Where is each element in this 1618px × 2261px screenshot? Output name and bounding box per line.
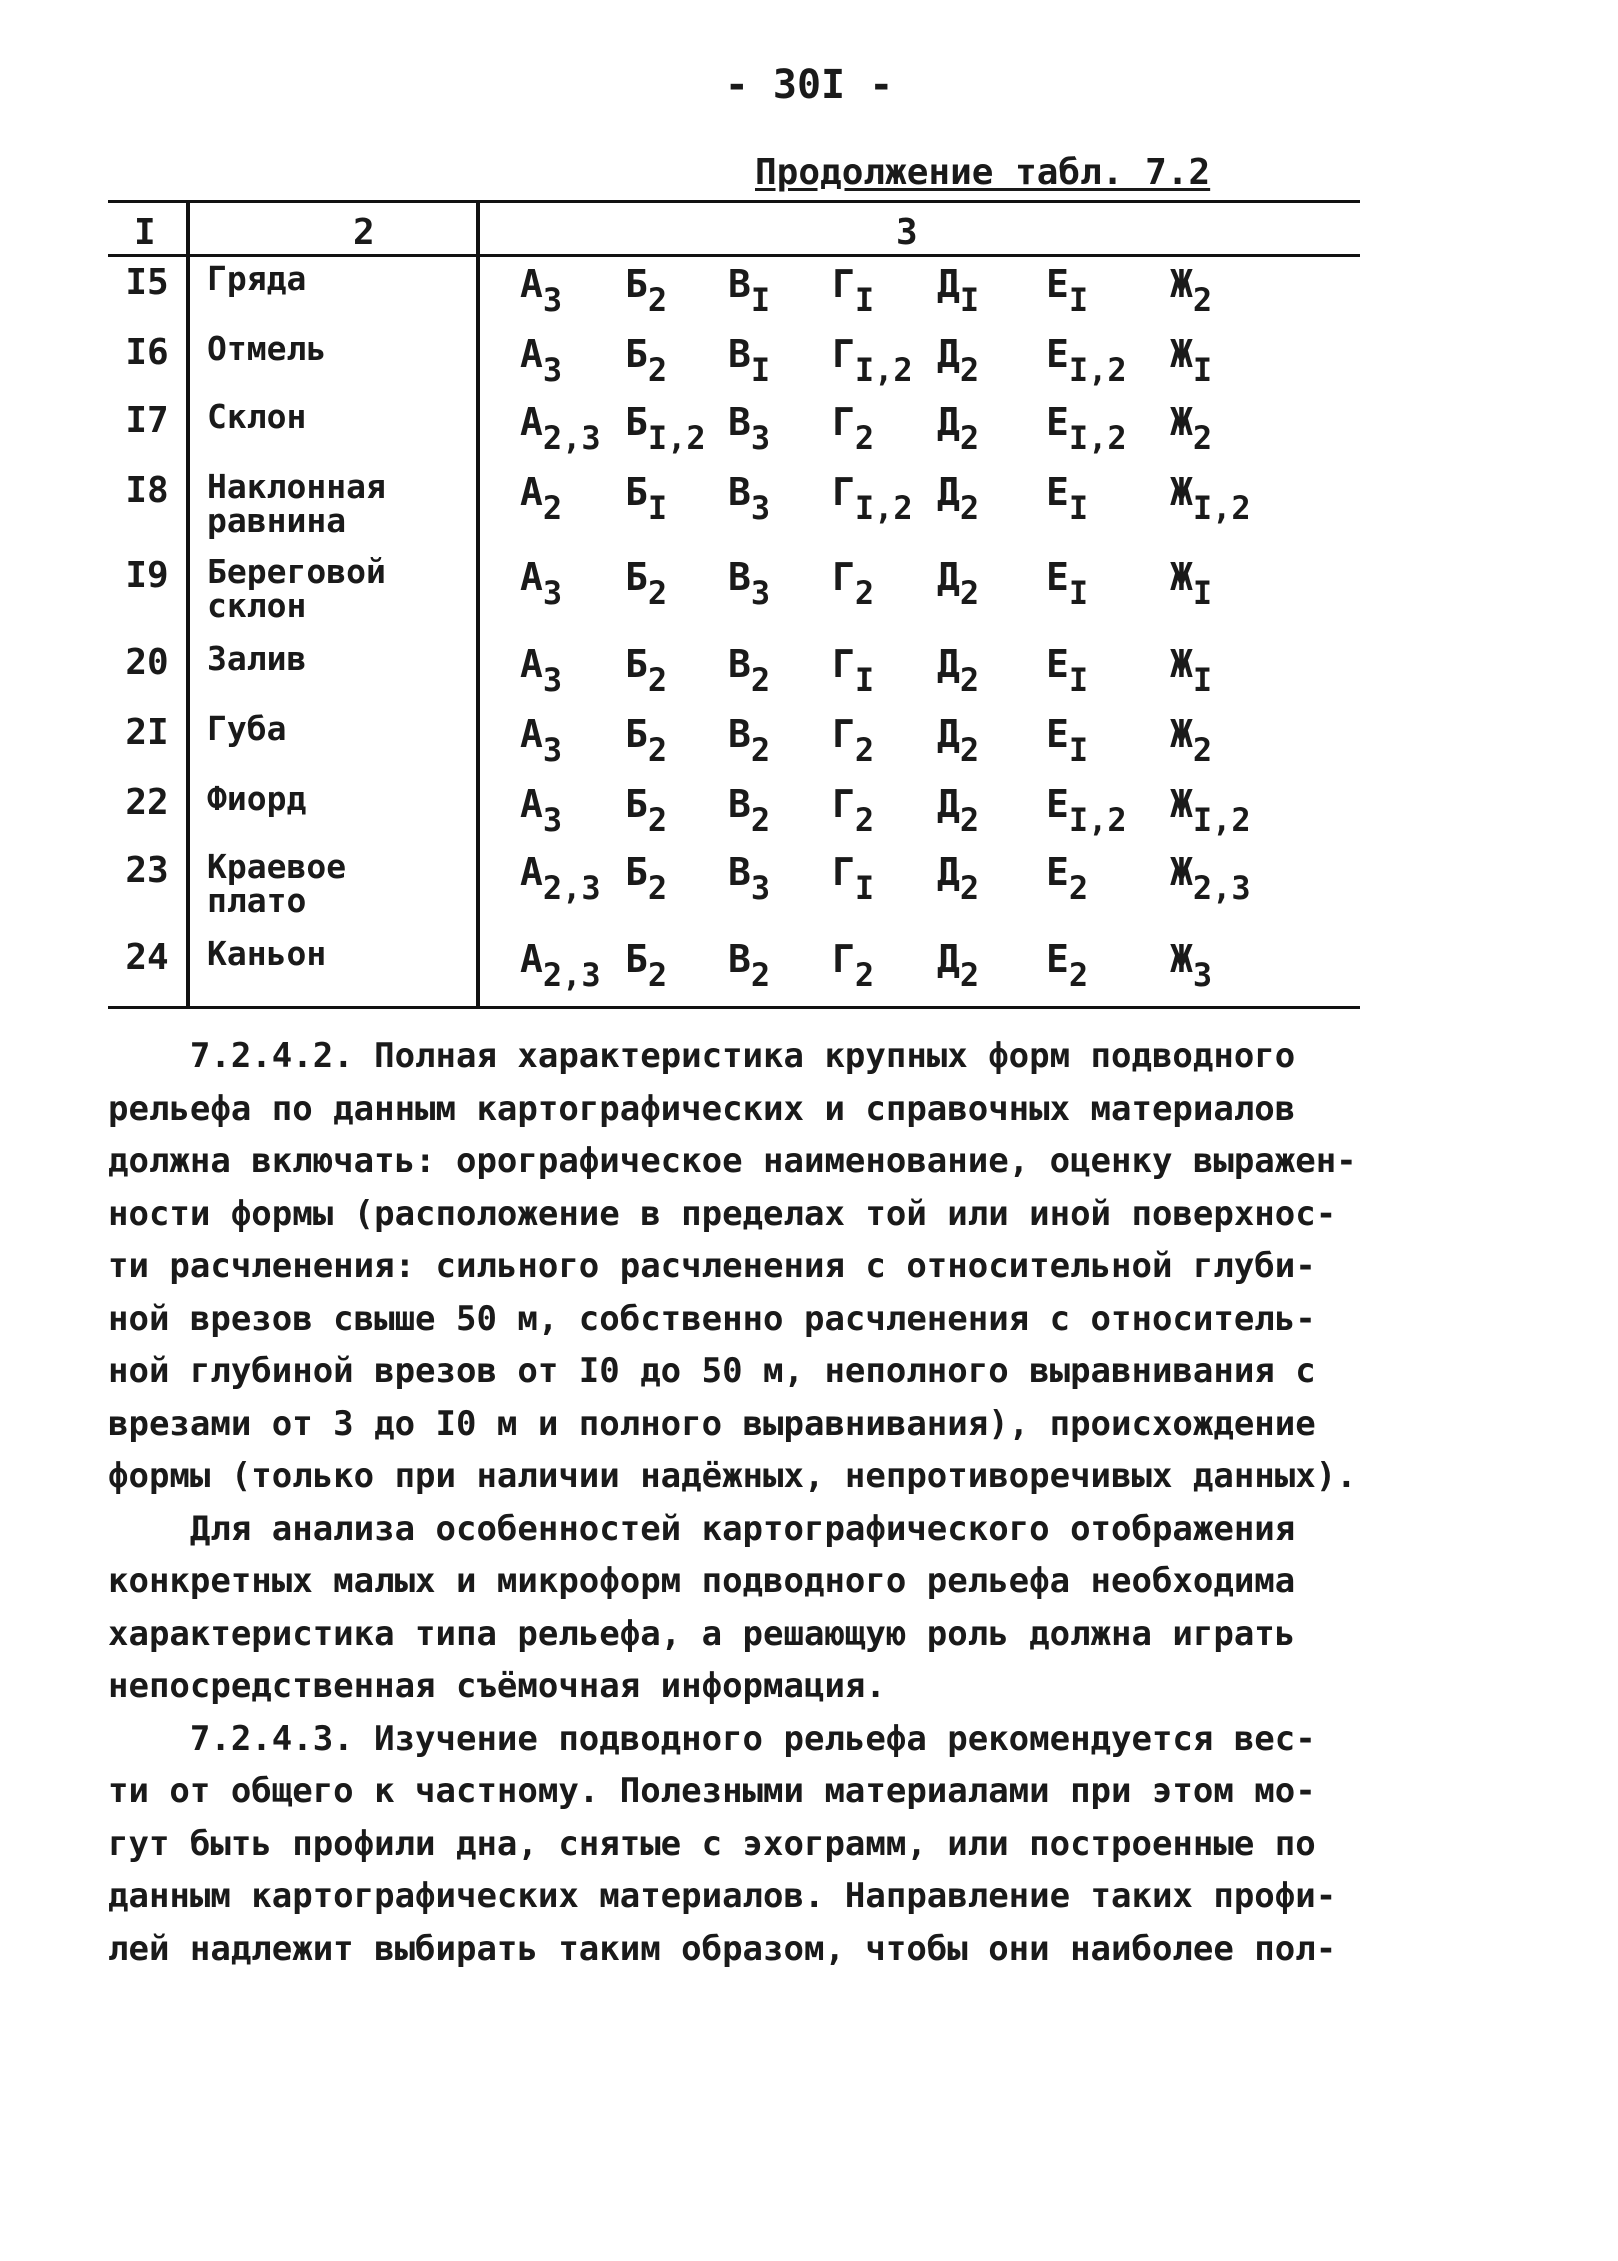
relief-form-name	[207, 934, 387, 973]
relief-form-name-line: Каньон	[207, 934, 327, 973]
index-cell	[1046, 642, 1088, 699]
index-cell	[520, 937, 601, 994]
index-subscript: 2	[854, 574, 875, 612]
index-cell	[728, 400, 770, 457]
text-line: характеристика типа рельефа, а решающую роль должна играть	[108, 1613, 1296, 1654]
index-cell	[625, 262, 667, 319]
index-cell	[1046, 470, 1088, 527]
index-letter: Б	[625, 850, 648, 894]
index-cell	[520, 782, 562, 839]
index-letter: Ж	[1170, 937, 1193, 981]
index-cell	[728, 555, 770, 612]
text-line: ти расчленения: сильного расчленения с относительной глуби-	[108, 1246, 1316, 1286]
index-subscript: 2	[959, 731, 980, 769]
index-subscript: I	[647, 489, 668, 527]
index-cell	[1170, 555, 1212, 612]
text-line: ности формы (расположение в пределах той или иной поверхнос-	[108, 1193, 1337, 1234]
index-subscript: I,2	[1068, 351, 1127, 389]
table-header-col-2: 2	[353, 212, 375, 253]
index-letter: Б	[625, 555, 648, 599]
index-letter: Г	[832, 262, 855, 306]
text-line: непосредственная съёмочная информация.	[108, 1666, 886, 1706]
index-cell	[832, 850, 874, 907]
index-cell	[520, 712, 562, 769]
index-letter: Д	[937, 642, 960, 686]
index-letter: А	[520, 937, 543, 981]
index-subscript: I	[1068, 489, 1089, 527]
relief-form-name-line: Краевое	[207, 847, 347, 886]
index-letter: В	[728, 400, 751, 444]
index-cell	[1046, 262, 1088, 319]
row-number: I7	[125, 400, 169, 441]
table-column-rule-2	[476, 200, 480, 1006]
relief-form-name-line: равнина	[207, 501, 347, 540]
index-subscript: I	[1192, 661, 1213, 699]
index-subscript: 2	[959, 489, 980, 527]
index-subscript: I,2	[1192, 801, 1251, 839]
index-cell	[520, 555, 562, 612]
index-letter: Д	[937, 262, 960, 306]
index-subscript: 3	[750, 489, 771, 527]
index-cell	[1046, 937, 1088, 994]
index-cell	[1170, 712, 1212, 769]
index-subscript: I,2	[854, 489, 913, 527]
index-letter: А	[520, 400, 543, 444]
relief-form-name	[207, 847, 387, 920]
index-subscript: I,2	[1068, 801, 1127, 839]
index-subscript: 2	[959, 419, 980, 457]
index-cell	[625, 400, 706, 457]
text-line: ти от общего к частному. Полезными материалами при этом мо-	[108, 1771, 1316, 1811]
index-letter: А	[520, 850, 543, 894]
index-subscript: I	[854, 869, 875, 907]
index-letter: Е	[1046, 332, 1069, 376]
index-letter: В	[728, 555, 751, 599]
index-cell	[1170, 262, 1212, 319]
index-subscript: 2	[647, 661, 668, 699]
index-subscript: 2	[959, 661, 980, 699]
text-line: данным картографических материалов. Направление таких профи-	[108, 1876, 1337, 1916]
row-number: 2I	[125, 712, 169, 753]
index-subscript: 2	[647, 281, 668, 319]
relief-form-name-line: Губа	[207, 709, 287, 748]
index-letter: В	[728, 850, 751, 894]
index-cell	[520, 332, 562, 389]
text-line: Для анализа особенностей картографического отображения	[108, 1508, 1296, 1549]
index-letter: Г	[832, 470, 855, 514]
index-subscript: 3	[750, 419, 771, 457]
index-letter: В	[728, 470, 751, 514]
index-cell	[937, 712, 979, 769]
index-letter: Б	[625, 400, 648, 444]
index-subscript: 2	[647, 351, 668, 389]
index-letter: Е	[1046, 642, 1069, 686]
index-letter: Г	[832, 850, 855, 894]
index-subscript: 2	[854, 956, 875, 994]
index-cell	[520, 470, 562, 527]
index-cell	[1170, 850, 1251, 907]
index-cell	[520, 850, 601, 907]
index-letter: Б	[625, 470, 648, 514]
index-letter: Б	[625, 937, 648, 981]
index-letter: Ж	[1170, 470, 1193, 514]
index-cell	[937, 642, 979, 699]
table-column-rule-1	[186, 200, 190, 1006]
index-letter: Е	[1046, 555, 1069, 599]
index-subscript: 2	[854, 419, 875, 457]
text-line: гут быть профили дна, снятые с эхограмм, или построенные по	[108, 1823, 1316, 1864]
index-cell	[728, 332, 770, 389]
index-subscript: 2	[1068, 869, 1089, 907]
index-subscript: I	[959, 281, 980, 319]
index-cell	[728, 470, 770, 527]
index-subscript: 2	[1192, 281, 1213, 319]
relief-form-name-line: Береговой	[207, 552, 386, 591]
relief-form-name-line: Отмель	[207, 329, 327, 368]
index-cell	[1046, 555, 1088, 612]
table-header-col-3: 3	[896, 212, 918, 253]
index-letter: Ж	[1170, 712, 1193, 756]
index-letter: Ж	[1170, 262, 1193, 306]
index-letter: Г	[832, 642, 855, 686]
text-line: 7.2.4.3. Изучение подводного рельефа рекомендуется вес-	[108, 1718, 1316, 1759]
index-subscript: 2	[647, 801, 668, 839]
row-number: 22	[125, 782, 169, 823]
index-letter: Г	[832, 555, 855, 599]
index-subscript: 2	[1068, 956, 1089, 994]
index-cell	[1046, 332, 1127, 389]
index-subscript: 2	[647, 731, 668, 769]
index-subscript: I,2	[1192, 489, 1251, 527]
relief-form-name	[207, 397, 387, 436]
index-letter: Е	[1046, 712, 1069, 756]
index-subscript: 3	[542, 574, 563, 612]
index-subscript: I,2	[1068, 419, 1127, 457]
paragraph	[108, 1030, 1383, 1503]
index-letter: Е	[1046, 262, 1069, 306]
index-letter: Д	[937, 555, 960, 599]
index-letter: Г	[832, 332, 855, 376]
paragraph	[108, 1713, 1383, 1976]
index-subscript: I	[854, 281, 875, 319]
index-cell	[1046, 782, 1127, 839]
index-subscript: 2	[959, 869, 980, 907]
index-cell	[1170, 642, 1212, 699]
body-text	[108, 1030, 1383, 1975]
index-letter: А	[520, 332, 543, 376]
index-letter: Д	[937, 937, 960, 981]
index-letter: Е	[1046, 850, 1069, 894]
index-subscript: 2	[750, 661, 771, 699]
index-letter: В	[728, 937, 751, 981]
index-subscript: 2	[750, 956, 771, 994]
index-subscript: 2	[959, 574, 980, 612]
index-subscript: 2	[750, 801, 771, 839]
index-cell	[625, 850, 667, 907]
index-letter: Е	[1046, 937, 1069, 981]
relief-form-name	[207, 467, 387, 540]
index-cell	[937, 850, 979, 907]
index-letter: А	[520, 712, 543, 756]
index-subscript: 2	[647, 956, 668, 994]
index-letter: В	[728, 712, 751, 756]
row-number: 23	[125, 850, 169, 891]
index-subscript: 2	[959, 801, 980, 839]
text-line: ной врезов свыше 50 м, собственно расчленения с относитель-	[108, 1298, 1316, 1339]
index-letter: Б	[625, 782, 648, 826]
index-letter: Д	[937, 712, 960, 756]
index-letter: В	[728, 782, 751, 826]
index-letter: Г	[832, 712, 855, 756]
index-letter: Д	[937, 332, 960, 376]
index-subscript: 2	[647, 574, 668, 612]
index-subscript: 2	[542, 489, 563, 527]
index-subscript: I	[854, 661, 875, 699]
index-subscript: 3	[542, 351, 563, 389]
index-subscript: I,2	[854, 351, 913, 389]
index-cell	[1170, 937, 1212, 994]
index-letter: Г	[832, 782, 855, 826]
row-number: 24	[125, 937, 169, 978]
relief-form-name-line: Склон	[207, 397, 307, 436]
index-cell	[832, 262, 874, 319]
index-cell	[625, 712, 667, 769]
table-header-rule	[108, 254, 1360, 257]
index-subscript: 2	[1192, 419, 1213, 457]
index-letter: А	[520, 262, 543, 306]
index-cell	[832, 332, 913, 389]
relief-form-name-line: Наклонная	[207, 467, 386, 506]
index-subscript: I	[1068, 731, 1089, 769]
index-subscript: 3	[750, 574, 771, 612]
index-cell	[625, 332, 667, 389]
index-letter: А	[520, 782, 543, 826]
relief-form-name-line: Залив	[207, 639, 307, 678]
index-cell	[832, 400, 874, 457]
index-letter: Д	[937, 850, 960, 894]
text-line: лей надлежит выбирать таким образом, чтобы они наиболее пол-	[108, 1928, 1337, 1969]
index-cell	[937, 332, 979, 389]
index-letter: А	[520, 555, 543, 599]
index-cell	[832, 642, 874, 699]
relief-form-name	[207, 552, 387, 625]
index-cell	[625, 937, 667, 994]
paragraph	[108, 1503, 1383, 1713]
index-cell	[832, 470, 913, 527]
relief-form-name	[207, 639, 387, 678]
relief-form-name	[207, 779, 387, 818]
text-line: конкретных малых и микроформ подводного рельефа необходима	[108, 1561, 1296, 1601]
index-subscript: I	[750, 351, 771, 389]
row-number: I5	[125, 262, 169, 303]
index-subscript: 3	[542, 731, 563, 769]
text-line: рельефа по данным картографических и справочных материалов	[108, 1088, 1296, 1129]
text-line: ной глубиной врезов от I0 до 50 м, неполного выравнивания с	[108, 1351, 1316, 1391]
index-cell	[1170, 782, 1251, 839]
index-subscript: 2,3	[542, 956, 601, 994]
table-bottom-rule	[108, 1006, 1360, 1009]
table-caption: Продолжение табл. 7.2	[755, 152, 1211, 193]
text-line: формы (только при наличии надёжных, непротиворечивых данных).	[108, 1456, 1357, 1496]
index-cell	[937, 262, 979, 319]
index-letter: В	[728, 332, 751, 376]
index-subscript: 2	[750, 731, 771, 769]
index-cell	[832, 712, 874, 769]
index-letter: Г	[832, 937, 855, 981]
index-cell	[1170, 332, 1212, 389]
index-letter: Ж	[1170, 850, 1193, 894]
index-subscript: 3	[542, 661, 563, 699]
index-subscript: 2	[647, 869, 668, 907]
table-header-col-1: I	[134, 212, 156, 253]
index-letter: Б	[625, 332, 648, 376]
index-cell	[625, 555, 667, 612]
index-letter: Д	[937, 470, 960, 514]
index-letter: Е	[1046, 782, 1069, 826]
index-cell	[728, 782, 770, 839]
index-subscript: I	[750, 281, 771, 319]
index-subscript: 3	[542, 801, 563, 839]
index-cell	[1046, 712, 1088, 769]
index-cell	[937, 400, 979, 457]
index-letter: А	[520, 642, 543, 686]
relief-form-name	[207, 329, 387, 368]
index-cell	[728, 850, 770, 907]
index-cell	[832, 937, 874, 994]
index-cell	[728, 262, 770, 319]
index-subscript: I	[1192, 351, 1213, 389]
index-cell	[625, 470, 667, 527]
index-cell	[1046, 400, 1127, 457]
index-subscript: I	[1068, 281, 1089, 319]
index-cell	[937, 782, 979, 839]
index-subscript: 2,3	[1192, 869, 1251, 907]
index-letter: Ж	[1170, 555, 1193, 599]
index-subscript: 2	[1192, 731, 1213, 769]
index-subscript: 3	[542, 281, 563, 319]
relief-form-name-line: плато	[207, 881, 307, 920]
row-number: I9	[125, 555, 169, 596]
index-cell	[937, 470, 979, 527]
index-cell	[520, 262, 562, 319]
index-subscript: 2,3	[542, 419, 601, 457]
text-line: 7.2.4.2. Полная характеристика крупных форм подводного	[108, 1036, 1296, 1076]
index-subscript: 2	[854, 801, 875, 839]
row-number: I8	[125, 470, 169, 511]
page-number: - 30I -	[724, 62, 894, 108]
index-subscript: 2	[854, 731, 875, 769]
index-cell	[937, 555, 979, 612]
index-cell	[832, 555, 874, 612]
row-number: 20	[125, 642, 169, 683]
index-letter: Б	[625, 712, 648, 756]
index-cell	[520, 642, 562, 699]
index-letter: Ж	[1170, 782, 1193, 826]
index-letter: Е	[1046, 400, 1069, 444]
relief-form-name	[207, 259, 387, 298]
index-cell	[728, 712, 770, 769]
table-top-rule	[108, 200, 1360, 203]
index-subscript: 3	[750, 869, 771, 907]
index-cell	[1170, 400, 1212, 457]
index-cell	[1170, 470, 1251, 527]
index-letter: Д	[937, 782, 960, 826]
index-letter: Б	[625, 642, 648, 686]
text-line: врезами от 3 до I0 м и полного выравнивания), происхождение	[108, 1403, 1316, 1444]
index-subscript: 2	[959, 956, 980, 994]
index-letter: Г	[832, 400, 855, 444]
index-subscript: 2	[959, 351, 980, 389]
index-cell	[937, 937, 979, 994]
index-letter: В	[728, 262, 751, 306]
relief-form-name	[207, 709, 387, 748]
text-line: должна включать: орографическое наименование, оценку выражен-	[108, 1141, 1357, 1181]
index-letter: Б	[625, 262, 648, 306]
index-letter: Ж	[1170, 332, 1193, 376]
index-cell	[625, 782, 667, 839]
index-cell	[1046, 850, 1088, 907]
index-letter: В	[728, 642, 751, 686]
relief-form-name-line: Гряда	[207, 259, 307, 298]
index-cell	[520, 400, 601, 457]
index-cell	[832, 782, 874, 839]
relief-form-name-line: склон	[207, 586, 307, 625]
index-letter: Ж	[1170, 400, 1193, 444]
index-subscript: I,2	[647, 419, 706, 457]
relief-form-name-line: Фиорд	[207, 779, 307, 818]
index-cell	[625, 642, 667, 699]
index-cell	[728, 937, 770, 994]
index-subscript: I	[1192, 574, 1213, 612]
index-cell	[728, 642, 770, 699]
index-subscript: I	[1068, 661, 1089, 699]
index-letter: Е	[1046, 470, 1069, 514]
index-subscript: 2,3	[542, 869, 601, 907]
index-letter: Ж	[1170, 642, 1193, 686]
row-number: I6	[125, 332, 169, 373]
index-subscript: 3	[1192, 956, 1213, 994]
index-letter: Д	[937, 400, 960, 444]
index-subscript: I	[1068, 574, 1089, 612]
index-letter: А	[520, 470, 543, 514]
